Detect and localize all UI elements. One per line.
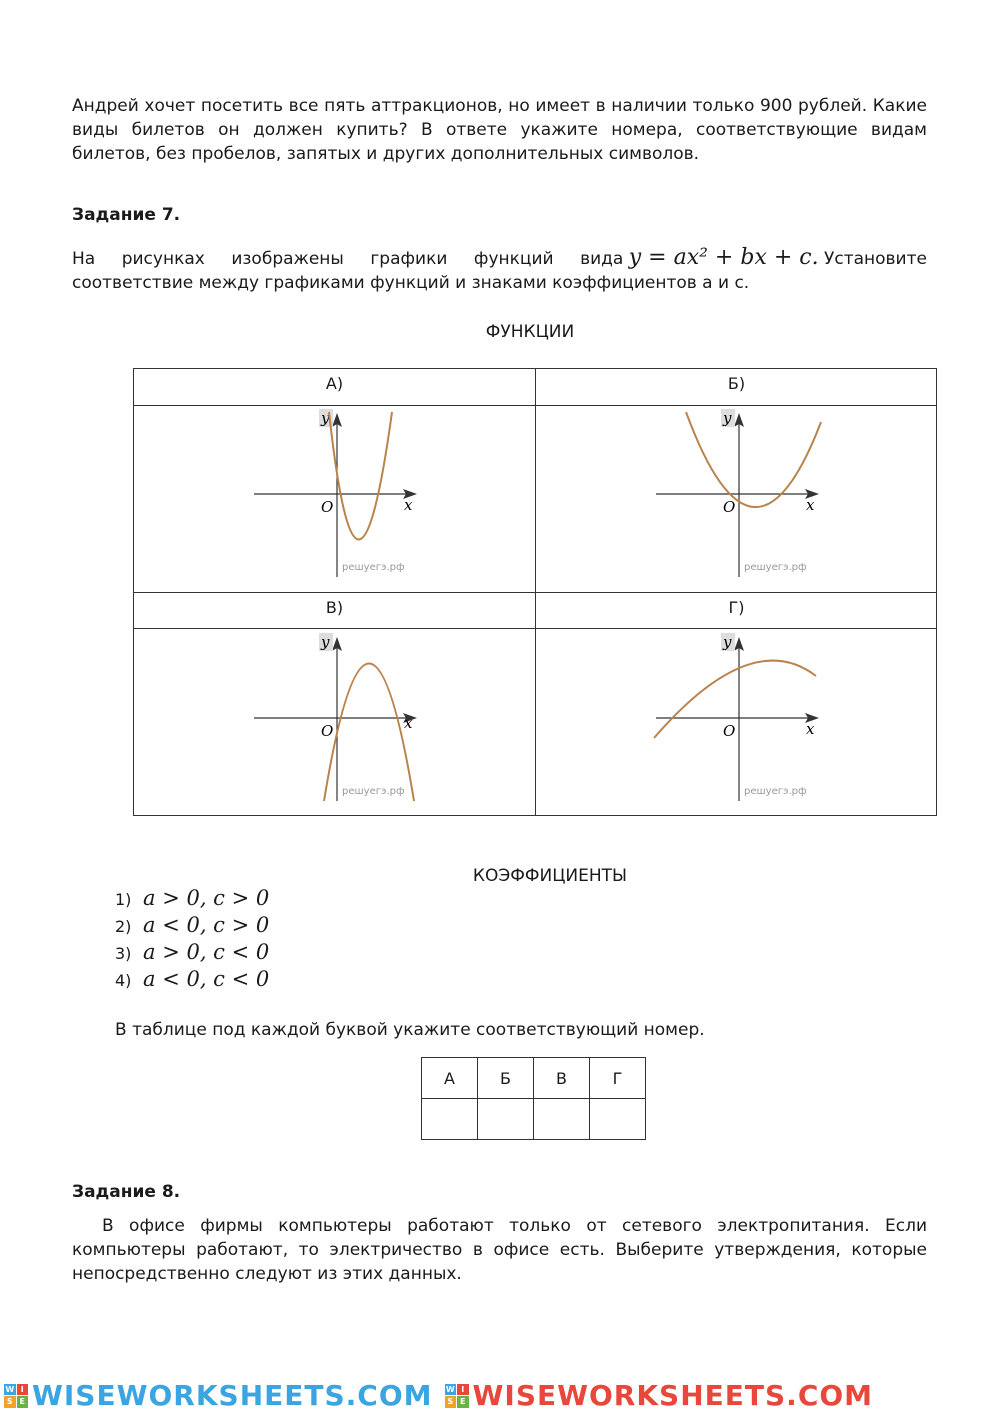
coefficient-option <box>115 967 269 991</box>
answer-table <box>421 1057 646 1140</box>
task7-text <box>72 246 927 295</box>
brand-text: WISEWORKSHEETS.COM <box>472 1379 874 1412</box>
brand-text: WISEWORKSHEETS.COM <box>32 1379 433 1412</box>
x-label: x <box>806 496 815 514</box>
option-number: 3) <box>115 944 132 963</box>
x-label: x <box>404 496 413 514</box>
origin-label: O <box>321 722 334 740</box>
answer-header-a: А <box>422 1058 478 1099</box>
origin-label: O <box>321 498 334 516</box>
watermark: решуегэ.рф <box>342 786 405 797</box>
cell-label-g: Г) <box>728 598 745 617</box>
coefficient-option <box>115 940 269 964</box>
word: Установите <box>824 249 927 269</box>
word: На <box>72 249 96 269</box>
task8-paragraph: В офисе фирмы компьютеры работают только от сетевого электропитания. Если компьютеры работают, то электричество в офисе есть. Выберите утверждения, которые непосредственно следуют из этих данных. <box>72 1216 927 1284</box>
function-graphs-table <box>133 368 937 816</box>
y-label: y <box>321 633 330 651</box>
graph-g <box>651 631 911 811</box>
option-number: 1) <box>115 890 132 909</box>
footer-banner <box>0 1378 1000 1413</box>
answer-cell-g[interactable] <box>590 1099 646 1140</box>
brand-block <box>441 1379 874 1412</box>
word: вида <box>580 249 624 269</box>
divider <box>134 405 936 406</box>
watermark: решуегэ.рф <box>342 562 405 573</box>
brand-logo-icon: W I S E <box>4 1384 28 1408</box>
answer-cell-v[interactable] <box>534 1099 590 1140</box>
x-label: x <box>404 714 413 732</box>
brand-logo-icon: W I S E <box>445 1384 469 1408</box>
coefficient-option <box>115 913 269 937</box>
brand-block <box>0 1379 433 1412</box>
answer-instruction: В таблице под каждой буквой укажите соответствующий номер. <box>115 1020 705 1040</box>
option-expression: a > 0, c < 0 <box>143 940 270 964</box>
parabola-curve <box>329 412 392 540</box>
task7-heading: Задание 7. <box>72 205 181 225</box>
answer-header-b: Б <box>478 1058 534 1099</box>
origin-label: O <box>723 722 736 740</box>
answer-header-v: В <box>534 1058 590 1099</box>
watermark: решуегэ.рф <box>744 786 807 797</box>
y-label: y <box>723 409 732 427</box>
answer-cell-a[interactable] <box>422 1099 478 1140</box>
word: изображены <box>231 249 344 269</box>
graph-a <box>249 407 509 587</box>
y-label: y <box>723 633 732 651</box>
graph-b <box>651 407 911 587</box>
cell-label-v: В) <box>325 598 344 617</box>
graph-v <box>249 631 509 811</box>
word: графики <box>370 249 448 269</box>
option-expression: a < 0, c > 0 <box>143 913 270 937</box>
option-expression: a > 0, c > 0 <box>143 886 270 910</box>
option-expression: a < 0, c < 0 <box>143 967 270 991</box>
coefficients-title: КОЭФФИЦИЕНТЫ <box>472 866 628 886</box>
x-label: x <box>806 720 815 738</box>
cell-label-a: А) <box>325 374 344 393</box>
origin-label: O <box>723 498 736 516</box>
task7-line1 <box>72 246 927 271</box>
coefficient-option <box>115 886 269 910</box>
word: функций <box>473 249 554 269</box>
task8-heading: Задание 8. <box>72 1182 181 1202</box>
option-number: 2) <box>115 917 132 936</box>
cell-label-b: Б) <box>727 374 746 393</box>
word: рисунках <box>121 249 205 269</box>
functions-title: ФУНКЦИИ <box>485 322 575 342</box>
parabola-curve <box>686 412 821 507</box>
watermark: решуегэ.рф <box>744 562 807 573</box>
answer-cell-b[interactable] <box>478 1099 534 1140</box>
task7-line2: соответствие между графиками функций и знаками коэффициентов a и c. <box>72 273 750 293</box>
answer-header-g: Г <box>590 1058 646 1099</box>
y-label: y <box>321 409 330 427</box>
option-number: 4) <box>115 971 132 990</box>
intro-paragraph: Андрей хочет посетить все пять аттракционов, но имеет в наличии только 900 рублей. Какие виды билетов он должен купить? В ответе укажите номера, соответствующие видам билетов, без пробелов, запятых и других дополнительных символов. <box>72 96 927 164</box>
quadratic-formula: y = ax² + bx + c. <box>628 245 819 270</box>
